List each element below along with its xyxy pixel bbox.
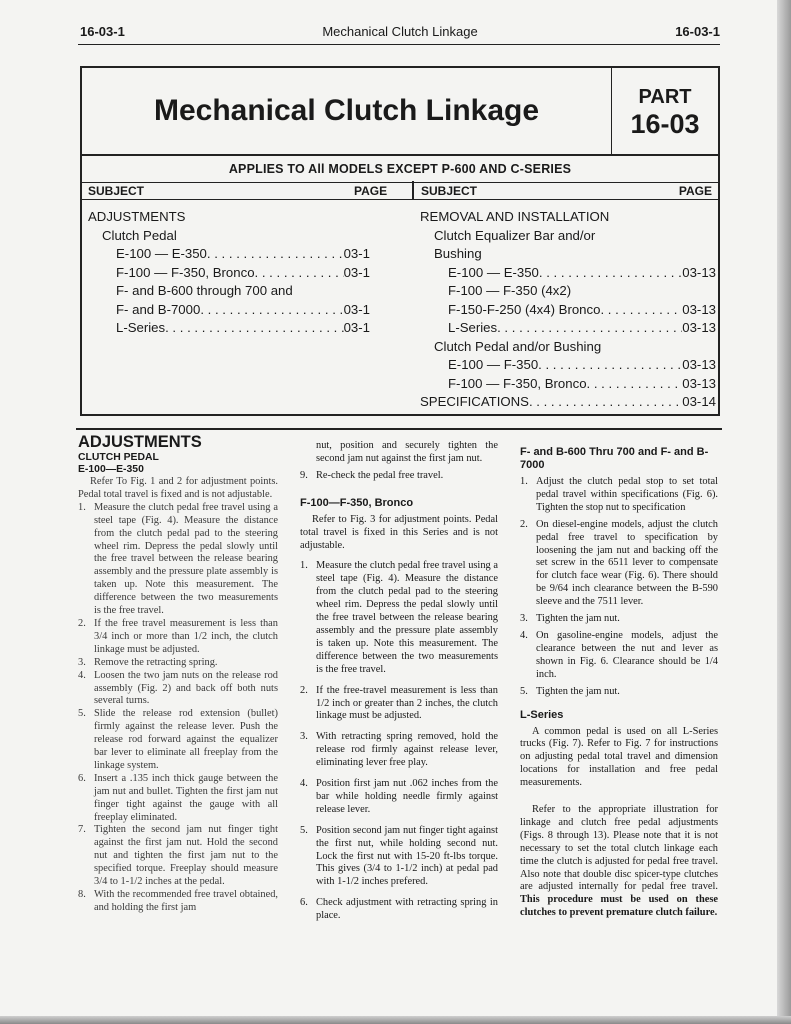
step-text: Tighten the second jam nut finger tight against the first jam nut. Hold the second nut and tighten the first jam nut to the specified torque. Freeplay should measure 3/4 to 1-1/2 inches at the pedal.: [94, 824, 278, 888]
adjustments-heading: ADJUSTMENTS: [78, 433, 202, 451]
toc-entry-page: 03-13: [682, 320, 716, 335]
toc-entry: [88, 264, 370, 283]
page-bottom-edge: [0, 1016, 791, 1024]
toc-right-column: [420, 208, 716, 412]
toc-entry-title: F- and B-7000: [116, 301, 201, 317]
toc-entry: [88, 208, 370, 227]
list-item: [520, 519, 718, 609]
toc-entry: [420, 301, 716, 320]
header-rule: [78, 44, 720, 45]
list-item: [78, 773, 278, 825]
toc-left-column: [88, 208, 370, 338]
fb-series-heading: F- and B-600 Thru 700 and F- and B-7000: [520, 446, 709, 471]
list-item: [300, 778, 498, 817]
toc-entry-title: F-100 — F-350, Bronco: [116, 264, 255, 280]
list-item: 9. Re-check the pedal free travel.: [300, 469, 444, 481]
list-item: [520, 630, 718, 682]
section-rule: [76, 428, 722, 430]
step-number: 3.: [78, 656, 86, 668]
toc-entry-title: L-Series: [116, 320, 166, 335]
l-series-para-2: Refer to the appropriate illustration for linkage and clutch free pedal adjustments (Figs. 8 through 13). Please note that it is not necessary to set the total clutch linkage each time the clutch is adjusted for pedal free travel. Also note that double disc spicer-type clutches are adjusted internally for pedal free travel. This procedure must be used on these clutches to prevent premature clutch failure.: [520, 804, 718, 919]
toc-entry: [420, 282, 716, 301]
list-item: [78, 618, 278, 657]
toc-entry-title: F-100 — F-350, Bronco: [448, 375, 587, 391]
step-number: 2.: [520, 518, 528, 530]
step-number: 1.: [78, 501, 86, 513]
step-text: Loosen the two jam nuts on the release rod assembly (Fig. 2) and back off both nuts several turns.: [94, 669, 278, 707]
clutch-pedal-heading: CLUTCH PEDAL: [78, 452, 159, 463]
toc-divider: [412, 181, 414, 199]
toc-entry: [420, 227, 716, 246]
toc-entry: [420, 264, 716, 283]
step-text: Measure the clutch pedal free travel using a steel tape (Fig. 4). Measure the distance from the clutch pedal pad to the steering wheel rim. Depress the pedal slowly until the free travel between the release bearing assembly and the pressure plate assembly is taken up. Note this measurement. The difference between the two measurements is the free travel.: [94, 501, 278, 617]
e-series-intro: Refer To Fig. 1 and 2 for adjustment points. Pedal total travel is fixed and is not adjustable.: [78, 476, 278, 500]
toc-leader-dots: [207, 245, 344, 264]
step-text: If the free-travel measurement is less than 1/2 inch or greater than 2 inches, the clutch linkage must be adjusted.: [316, 684, 498, 722]
toc-leader-dots: [497, 319, 682, 338]
toc-entry-title: Bushing: [434, 246, 482, 261]
toc-leader-dots: [600, 301, 682, 320]
column-2: [300, 432, 498, 923]
step-text: Adjust the clutch pedal stop to set total pedal travel within specifications (Fig. 6). Tighten the stop nut to specification: [536, 476, 718, 513]
toc-entry-title: Clutch Pedal and/or Bushing: [434, 338, 602, 354]
toc-entry-page: 03-13: [682, 357, 716, 372]
e-step8-continued: nut, position and securely tighten the second jam nut against the first jam nut.: [316, 440, 498, 464]
list-item: [520, 613, 718, 626]
step-number: 8.: [78, 889, 86, 900]
step-text: Slide the release rod extension (bullet) firmly against the release lever. Push the release rod forward against the equalizer bar lever to eliminate all freeplay from the linkage system.: [94, 708, 278, 771]
toc-entry: [420, 319, 716, 338]
list-item: [520, 476, 718, 515]
fb-series-steps: [520, 476, 718, 699]
column-1: [78, 432, 278, 915]
list-item: [78, 889, 278, 915]
step-number: 6.: [78, 772, 86, 784]
page-title: Mechanical Clutch Linkage: [82, 68, 612, 154]
list-item: [300, 560, 498, 676]
e-step9: [300, 470, 498, 483]
list-item: [78, 657, 278, 670]
toc-page-label: PAGE: [354, 184, 388, 198]
toc-entry: [420, 245, 716, 264]
step-text: Tighten the jam nut.: [536, 613, 620, 625]
step-text: On diesel-engine models, adjust the clutch pedal free travel to specification by loosening the jam nut and backing off the set screw in the 6511 lever to compensate for clutch face wear (Fig. 6). There should be 9/64 inch clearance between the B-590 sleeve and the 7511 lever.: [536, 518, 718, 608]
list-item: [78, 502, 278, 618]
column-3: [520, 432, 718, 920]
table-of-contents: [80, 156, 720, 416]
list-item: [520, 686, 718, 699]
toc-entry-title: F- and B-600 through 700 and: [116, 283, 293, 298]
list-item: [78, 670, 278, 709]
toc-leader-dots: [529, 393, 682, 412]
list-item: [300, 685, 498, 724]
toc-page-label: PAGE: [678, 184, 712, 198]
step-text: Check adjustment with retracting spring in place.: [316, 897, 498, 922]
step-number: 2.: [300, 684, 308, 696]
toc-entry: [88, 227, 370, 246]
toc-leader-dots: [539, 264, 682, 283]
toc-entry-title: E-100 — E-350: [116, 246, 207, 261]
toc-entry-page: 03-14: [682, 394, 716, 409]
step-number: 4.: [520, 629, 528, 641]
step-text: With the recommended free travel obtained, and holding the first jam: [94, 889, 278, 913]
toc-entry: [420, 208, 716, 227]
step-number: 5.: [520, 685, 528, 697]
step-text: Remove the retracting spring.: [94, 656, 218, 668]
toc-entry-page: 03-1: [343, 246, 370, 261]
running-header: [80, 24, 720, 44]
toc-entry: [88, 319, 370, 338]
toc-entry-title: Clutch Pedal: [102, 227, 177, 243]
toc-leader-dots: [255, 264, 344, 283]
toc-subject-label: SUBJECT: [88, 184, 145, 198]
f-series-heading: F-100—F-350, Bronco: [300, 496, 414, 509]
list-item: [300, 731, 498, 770]
toc-entry-title: F-100 — F-350 (4x2): [448, 283, 572, 298]
l-series-para-1: A common pedal is used on all L-Series trucks (Fig. 7). Refer to Fig. 7 for instructions on adjusting pedal total travel and dimension locations for installation and free pedal measurements.: [520, 725, 718, 789]
toc-entry-title: E-100 — E-350: [448, 264, 539, 280]
toc-entry-page: 03-13: [682, 264, 716, 280]
step-number: 4.: [300, 778, 308, 790]
step-text: Position first jam nut .062 inches from the bar while holding needle firmly against release lever.: [316, 778, 498, 815]
l-series-warning: This procedure must be used on these clutches to prevent premature clutch failure.: [520, 894, 718, 919]
toc-entry: [420, 375, 716, 394]
step-number: 3.: [520, 613, 528, 625]
toc-leader-dots: [200, 301, 343, 320]
toc-entry-title: L-Series: [448, 320, 498, 335]
toc-entry-title: Clutch Equalizer Bar and/or: [434, 227, 596, 243]
step-number: 5.: [78, 708, 86, 720]
toc-entry-title: E-100 — F-350: [448, 357, 539, 372]
toc-entry-page: 03-1: [343, 320, 370, 335]
step-number: 1.: [300, 560, 308, 572]
toc-leader-dots: [538, 356, 682, 375]
toc-entry-page: 03-13: [682, 301, 716, 317]
list-item: [300, 825, 498, 890]
toc-entry-page: 03-1: [343, 301, 370, 317]
header-page-right: 16-03-1: [675, 24, 720, 39]
toc-entry: [88, 301, 370, 320]
step-number: 1.: [520, 476, 528, 487]
toc-entry-title: REMOVAL AND INSTALLATION: [420, 209, 610, 224]
step-number: 4.: [78, 669, 86, 681]
step-text: Insert a .135 inch thick gauge between the jam nut and bullet. Tighten the first jam nut finger tight against the gauge with all freeplay eliminated.: [94, 772, 278, 823]
header-title: Mechanical Clutch Linkage: [322, 24, 478, 39]
toc-entry-title: SPECIFICATIONS: [420, 394, 529, 409]
toc-header: [82, 182, 718, 200]
step-text: Position second jam nut finger tight against the first nut, while holding second nut. Lock the first nut with 15-20 ft-lbs torque. This gives (3/4 to 1-1/2 inch) at pedal pad with 1-1/2 inches prefered.: [316, 824, 498, 888]
f-series-intro: Refer to Fig. 3 for adjustment points. Pedal total travel is fixed in this Series and is not adjustable.: [300, 513, 498, 551]
part-box: [612, 68, 718, 154]
f-series-steps: [300, 560, 498, 923]
title-box: [80, 66, 720, 156]
toc-subject-label: SUBJECT: [421, 184, 478, 198]
toc-leader-dots: [165, 319, 343, 338]
step-number: 6.: [300, 897, 308, 909]
toc-entry-page: 03-1: [343, 264, 370, 280]
l-series-heading: L-Series: [520, 708, 564, 721]
step-text: Measure the clutch pedal free travel using a steel tape (Fig. 4). Measure the distance from the clutch pedal pad to the steering wheel rim. Depress the pedal slowly until the free travel between the release bearing assembly and the pressure plate assembly is taken up. Note this measurement. The difference between the two measurements is the free travel.: [316, 560, 498, 675]
step-text: With retracting spring removed, hold the release rod firmly against release lever, eliminating lever free play.: [316, 731, 498, 769]
page-edge: [777, 0, 791, 1024]
step-text: Tighten the jam nut.: [536, 685, 620, 697]
step-text: On gasoline-engine models, adjust the clearance between the nut and lever as shown in Fig. 6. Clearance should be 1/4 inch.: [536, 629, 718, 680]
toc-entry: [420, 356, 716, 375]
toc-entry-title: F-150-F-250 (4x4) Bronco: [448, 301, 601, 317]
list-item: [78, 708, 278, 773]
toc-entry: [420, 393, 716, 412]
toc-entry: [88, 245, 370, 264]
step-number: 2.: [78, 617, 86, 629]
toc-entry: [420, 338, 716, 357]
toc-leader-dots: [587, 375, 683, 394]
step-number: 3.: [300, 731, 308, 743]
header-page-left: 16-03-1: [80, 24, 125, 39]
toc-entry: [88, 282, 370, 301]
applies-to: APPLIES TO All MODELS EXCEPT P-600 AND C-SERIES: [228, 162, 572, 176]
list-item: [78, 824, 278, 889]
step-number: 5.: [300, 824, 308, 836]
toc-entry-page: 03-13: [682, 375, 716, 391]
part-number: 16-03: [630, 109, 700, 139]
part-label: PART: [638, 86, 692, 108]
step-text: If the free travel measurement is less than 3/4 inch or more than 1/2 inch, the clutch linkage must be adjusted.: [94, 617, 278, 655]
list-item: [300, 897, 498, 923]
e-series-heading: E-100—E-350: [78, 464, 144, 475]
e-series-steps: [78, 502, 278, 915]
toc-entry-title: ADJUSTMENTS: [88, 209, 186, 224]
step-number: 7.: [78, 824, 86, 836]
